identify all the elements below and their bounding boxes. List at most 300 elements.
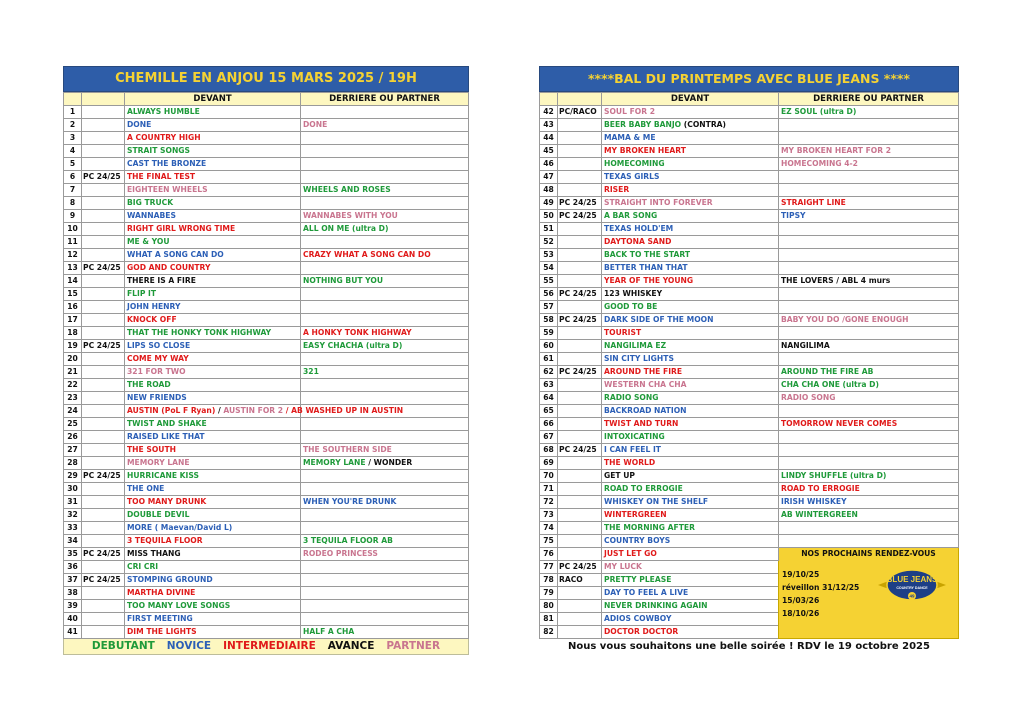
row-info (82, 457, 125, 470)
table-row (64, 483, 469, 496)
right-table (539, 92, 959, 639)
row-info (558, 587, 602, 600)
row-number: 61 (540, 353, 558, 366)
devant-cell (602, 353, 779, 366)
row-info (558, 379, 602, 392)
row-info (82, 288, 125, 301)
dance-name: FIRST MEETING (127, 614, 193, 623)
row-number: 68 (540, 444, 558, 457)
dance-name: CAST THE BRONZE (127, 159, 207, 168)
dance-name: MARTHA DIVINE (127, 588, 196, 597)
partner-cell (779, 366, 959, 379)
dance-name: YEAR OF THE YOUNG (604, 276, 694, 285)
dance-name: NANGILIMA (781, 341, 830, 350)
table-row (64, 626, 469, 639)
row-number: 21 (64, 366, 82, 379)
row-info: PC 24/25 (82, 340, 125, 353)
row-number: 16 (64, 301, 82, 314)
row-info (558, 132, 602, 145)
devant-cell (125, 405, 404, 418)
table-row (64, 119, 469, 132)
table-row (540, 210, 959, 223)
devant-cell (125, 626, 301, 639)
row-info (82, 522, 125, 535)
table-row (540, 223, 959, 236)
dance-name: MAMA & ME (604, 133, 656, 142)
row-info (82, 197, 125, 210)
row-number: 45 (540, 145, 558, 158)
dance-name: DOUBLE DEVIL (127, 510, 190, 519)
row-info (558, 119, 602, 132)
row-number: 77 (540, 561, 558, 574)
table-row (64, 444, 469, 457)
table-row (540, 444, 959, 457)
logo-badge: 49 (909, 593, 915, 599)
partner-cell (779, 184, 959, 197)
dance-name: TWIST AND TURN (604, 419, 679, 428)
devant-cell (602, 561, 779, 574)
dance-name: STOMPING GROUND (127, 575, 213, 584)
row-number: 27 (64, 444, 82, 457)
dance-name: TOMORROW NEVER COMES (781, 419, 898, 428)
partner-cell (779, 119, 959, 132)
devant-cell (602, 249, 779, 262)
dance-name: WHEELS AND ROSES (303, 185, 391, 194)
row-info: PC 24/25 (558, 288, 602, 301)
legend-nov: NOVICE (166, 640, 212, 652)
dance-name: ALL ON ME (ultra D) (303, 224, 389, 233)
dance-name: NEW FRIENDS (127, 393, 187, 402)
row-number: 69 (540, 457, 558, 470)
partner-cell (779, 379, 959, 392)
row-number: 66 (540, 418, 558, 431)
table-row (64, 522, 469, 535)
row-number: 32 (64, 509, 82, 522)
dance-name: LINDY SHUFFLE (ultra D) (781, 471, 887, 480)
devant-cell (125, 561, 301, 574)
dance-name: I CAN FEEL IT (604, 445, 661, 454)
table-row (64, 301, 469, 314)
row-number: 35 (64, 548, 82, 561)
dance-name: MY BROKEN HEART FOR 2 (781, 146, 892, 155)
row-info: PC 24/25 (558, 210, 602, 223)
devant-cell (125, 223, 301, 236)
partner-cell (301, 626, 469, 639)
partner-cell (301, 197, 469, 210)
row-info (82, 275, 125, 288)
row-number: 63 (540, 379, 558, 392)
partner-cell (779, 483, 959, 496)
dance-name: DARK SIDE OF THE MOON (604, 315, 714, 324)
table-row (540, 496, 959, 509)
right-table-body (540, 106, 959, 639)
dance-name: / WONDER (365, 458, 413, 467)
row-number: 9 (64, 210, 82, 223)
closing-message: Nous vous souhaitons une belle soirée ! RDV le 19 octobre 2025 (539, 639, 959, 654)
devant-cell (125, 613, 301, 626)
partner-cell (301, 587, 469, 600)
row-info (82, 132, 125, 145)
row-info (82, 184, 125, 197)
logo-subtitle: COUNTRY DANCE (896, 586, 928, 590)
dance-name: HOMECOMING 4-2 (781, 159, 858, 168)
table-row (64, 236, 469, 249)
partner-cell (779, 275, 959, 288)
devant-cell (125, 470, 301, 483)
devant-cell (125, 574, 301, 587)
dance-name: CHA CHA ONE (ultra D) (781, 380, 879, 389)
dance-name: MISS THANG (127, 549, 181, 558)
row-info (558, 275, 602, 288)
table-row (540, 145, 959, 158)
table-row (64, 197, 469, 210)
dance-name: WANNABES (127, 211, 176, 220)
dance-name: THERE IS A FIRE (127, 276, 196, 285)
dance-name: TOO MANY LOVE SONGS (127, 601, 231, 610)
row-number: 25 (64, 418, 82, 431)
dance-name: COME MY WAY (127, 354, 189, 363)
table-row (540, 106, 959, 119)
devant-cell (125, 496, 301, 509)
dance-name: 3 TEQUILA FLOOR (127, 536, 203, 545)
devant-cell (602, 184, 779, 197)
devant-cell (602, 535, 779, 548)
number-header (64, 93, 82, 106)
row-info (82, 626, 125, 639)
table-row (64, 327, 469, 340)
dance-name: WESTERN CHA CHA (604, 380, 687, 389)
devant-cell (602, 379, 779, 392)
partner-cell (301, 418, 469, 431)
row-number: 53 (540, 249, 558, 262)
devant-cell (125, 119, 301, 132)
dance-name: GET UP (604, 471, 635, 480)
partner-cell (301, 353, 469, 366)
devant-cell (125, 106, 301, 119)
row-info (82, 418, 125, 431)
partner-header: DERRIERE OU PARTNER (301, 93, 469, 106)
devant-cell (602, 158, 779, 171)
devant-cell (125, 392, 301, 405)
dance-name: BACK TO THE START (604, 250, 691, 259)
row-info (558, 431, 602, 444)
row-number: 36 (64, 561, 82, 574)
devant-cell (125, 431, 301, 444)
devant-cell (125, 327, 301, 340)
dance-name: GOD AND COUNTRY (127, 263, 211, 272)
dance-name: NOTHING BUT YOU (303, 276, 384, 285)
row-info (558, 509, 602, 522)
dance-name: BACKROAD NATION (604, 406, 687, 415)
row-number: 70 (540, 470, 558, 483)
row-info (558, 626, 602, 639)
dance-name: DONE (303, 120, 328, 129)
dance-name: ROAD TO ERROGIE (604, 484, 683, 493)
devant-cell (602, 236, 779, 249)
partner-cell (301, 171, 469, 184)
row-info (82, 145, 125, 158)
partner-cell (779, 431, 959, 444)
row-number: 1 (64, 106, 82, 119)
row-info (82, 509, 125, 522)
table-row (64, 223, 469, 236)
devant-cell (125, 210, 301, 223)
row-info: PC 24/25 (82, 470, 125, 483)
partner-cell (779, 496, 959, 509)
partner-cell (301, 288, 469, 301)
dance-name: TEXAS HOLD'EM (604, 224, 674, 233)
partner-cell (779, 171, 959, 184)
row-info (82, 210, 125, 223)
table-row (64, 210, 469, 223)
table-row (540, 522, 959, 535)
row-info: RACO (558, 574, 602, 587)
row-info (558, 262, 602, 275)
partner-cell (301, 457, 469, 470)
dance-name: WHEN YOU'RE DRUNK (303, 497, 397, 506)
devant-cell (602, 405, 779, 418)
row-number: 48 (540, 184, 558, 197)
partner-cell (301, 184, 469, 197)
row-number: 44 (540, 132, 558, 145)
dance-name: 123 WHISKEY (604, 289, 663, 298)
dance-name: WINTERGREEN (604, 510, 667, 519)
dance-name: SIN CITY LIGHTS (604, 354, 674, 363)
row-number: 71 (540, 483, 558, 496)
partner-cell (301, 327, 469, 340)
devant-cell (602, 418, 779, 431)
dance-name: RISER (604, 185, 630, 194)
dance-name: WHISKEY ON THE SHELF (604, 497, 709, 506)
partner-cell (779, 210, 959, 223)
table-row (64, 587, 469, 600)
dance-name: / (215, 406, 224, 415)
row-number: 3 (64, 132, 82, 145)
table-row (64, 366, 469, 379)
table-row (64, 405, 469, 418)
row-info (558, 483, 602, 496)
row-info (558, 327, 602, 340)
table-row (64, 561, 469, 574)
table-row (540, 288, 959, 301)
row-number: 13 (64, 262, 82, 275)
partner-cell (779, 470, 959, 483)
dance-name: SOUL FOR 2 (604, 107, 655, 116)
devant-cell (125, 288, 301, 301)
table-row (540, 327, 959, 340)
table-row (540, 314, 959, 327)
table-row (64, 496, 469, 509)
devant-cell (602, 327, 779, 340)
row-info (558, 535, 602, 548)
partner-cell (779, 236, 959, 249)
row-info: PC/RACO (558, 106, 602, 119)
row-number: 56 (540, 288, 558, 301)
right-title: ****BAL DU PRINTEMPS AVEC BLUE JEANS **** (539, 66, 959, 92)
dance-name: BIG TRUCK (127, 198, 174, 207)
row-info (82, 379, 125, 392)
table-row (540, 249, 959, 262)
table-row (540, 184, 959, 197)
row-info: PC 24/25 (558, 561, 602, 574)
partner-cell (779, 353, 959, 366)
devant-cell (602, 197, 779, 210)
devant-header: DEVANT (125, 93, 301, 106)
table-row (64, 288, 469, 301)
table-row (64, 132, 469, 145)
row-number: 67 (540, 431, 558, 444)
right-dance-list (539, 66, 959, 654)
row-info (82, 158, 125, 171)
partner-cell (301, 548, 469, 561)
dance-name: STRAIGHT INTO FOREVER (604, 198, 713, 207)
table-row (540, 353, 959, 366)
row-info (82, 496, 125, 509)
dance-name: TOURIST (604, 328, 642, 337)
table-row (540, 119, 959, 132)
partner-cell (301, 392, 469, 405)
dance-name: AB WINTERGREEN (781, 510, 858, 519)
dance-name: MY BROKEN HEART (604, 146, 686, 155)
left-header-row (64, 93, 469, 106)
dance-name: 321 (303, 367, 319, 376)
partner-cell (779, 457, 959, 470)
row-number: 24 (64, 405, 82, 418)
devant-cell (125, 353, 301, 366)
partner-cell (779, 249, 959, 262)
table-row (540, 548, 959, 561)
rendezvous-date: réveillon 31/12/25 (782, 583, 860, 592)
table-row (64, 340, 469, 353)
partner-cell (779, 262, 959, 275)
level-legend (63, 639, 469, 655)
row-info (82, 314, 125, 327)
row-number: 43 (540, 119, 558, 132)
dance-name: ROAD TO ERROGIE (781, 484, 860, 493)
devant-cell (602, 509, 779, 522)
devant-cell (602, 288, 779, 301)
row-info (558, 184, 602, 197)
dance-name: RODEO PRINCESS (303, 549, 378, 558)
row-number: 22 (64, 379, 82, 392)
partner-cell (779, 340, 959, 353)
partner-cell (779, 444, 959, 457)
legend-int: INTERMEDIAIRE (223, 640, 316, 652)
dance-name: HALF A CHA (303, 627, 355, 636)
devant-cell (602, 210, 779, 223)
row-info (82, 223, 125, 236)
dance-name: 321 FOR TWO (127, 367, 186, 376)
table-row (540, 405, 959, 418)
partner-cell (779, 522, 959, 535)
partner-cell (301, 106, 469, 119)
legend-ava: AVANCE (327, 640, 375, 652)
dance-name: ADIOS COWBOY (604, 614, 672, 623)
rendezvous-title: NOS PROCHAINS RENDEZ-VOUS (801, 549, 936, 558)
row-number: 81 (540, 613, 558, 626)
dance-name: EZ SOUL (ultra D) (781, 107, 857, 116)
row-info: PC 24/25 (558, 314, 602, 327)
table-row (540, 301, 959, 314)
dance-name: TOO MANY DRUNK (127, 497, 207, 506)
table-row (540, 158, 959, 171)
row-info (82, 236, 125, 249)
partner-cell (779, 327, 959, 340)
table-row (540, 171, 959, 184)
devant-cell (602, 600, 779, 613)
devant-cell (125, 145, 301, 158)
devant-cell (602, 626, 779, 639)
partner-cell (301, 613, 469, 626)
row-number: 12 (64, 249, 82, 262)
partner-cell (779, 392, 959, 405)
devant-cell (602, 132, 779, 145)
dance-name: EIGHTEEN WHEELS (127, 185, 208, 194)
devant-header: DEVANT (602, 93, 779, 106)
partner-cell (301, 340, 469, 353)
table-row (540, 392, 959, 405)
devant-cell (125, 509, 301, 522)
logo-title: BLUE JEANS (886, 575, 938, 584)
partner-cell (301, 535, 469, 548)
row-info (82, 535, 125, 548)
devant-cell (602, 483, 779, 496)
row-info (558, 548, 602, 561)
row-number: 76 (540, 548, 558, 561)
table-row (64, 431, 469, 444)
table-row (64, 353, 469, 366)
partner-cell (301, 132, 469, 145)
partner-cell (779, 418, 959, 431)
row-info (82, 405, 125, 418)
row-info: PC 24/25 (558, 444, 602, 457)
row-number: 78 (540, 574, 558, 587)
devant-cell (602, 275, 779, 288)
partner-cell (301, 119, 469, 132)
dance-name: THE SOUTHERN SIDE (303, 445, 392, 454)
row-number: 55 (540, 275, 558, 288)
dance-name: FLIP IT (127, 289, 157, 298)
dance-name: / AB WASHED UP IN AUSTIN (283, 406, 404, 415)
row-info (82, 249, 125, 262)
partner-cell (779, 288, 959, 301)
row-number: 42 (540, 106, 558, 119)
dance-name: THE WORLD (604, 458, 656, 467)
partner-cell (301, 249, 469, 262)
dance-name: NEVER DRINKING AGAIN (604, 601, 708, 610)
devant-cell (125, 314, 301, 327)
partner-cell (301, 145, 469, 158)
row-info (558, 405, 602, 418)
row-number: 34 (64, 535, 82, 548)
dance-name: AUSTIN (PoL F Ryan) (127, 406, 216, 415)
row-info (82, 301, 125, 314)
partner-cell (301, 223, 469, 236)
dance-name: AUSTIN FOR 2 (223, 406, 284, 415)
dance-name: BABY YOU DO /GONE ENOUGH (781, 315, 909, 324)
rendezvous-dates (782, 568, 859, 620)
partner-cell (301, 366, 469, 379)
devant-cell (125, 132, 301, 145)
dance-name: STRAIT SONGS (127, 146, 191, 155)
devant-cell (125, 171, 301, 184)
row-number: 18 (64, 327, 82, 340)
partner-cell (779, 509, 959, 522)
table-row (540, 483, 959, 496)
devant-cell (602, 301, 779, 314)
dance-name: MEMORY LANE (127, 458, 190, 467)
row-number: 47 (540, 171, 558, 184)
